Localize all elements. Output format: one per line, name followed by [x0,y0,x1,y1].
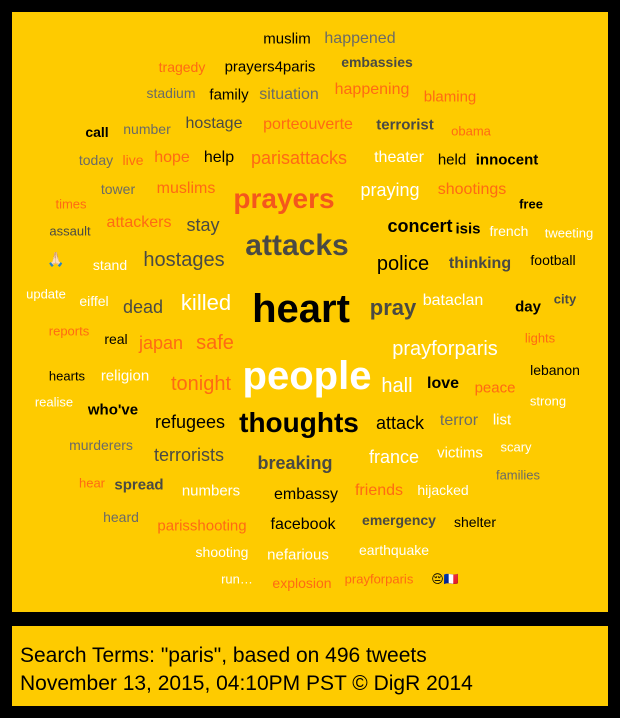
word-whove: who've [87,401,139,419]
word-tweeting: tweeting [544,225,594,241]
word-parisattacks: parisattacks [250,148,348,168]
word-killed: killed [180,290,232,315]
word-realise: realise [34,394,74,410]
word-held: held [437,151,467,169]
search-terms-line: Search Terms: "paris", based on 496 tweets [20,644,427,667]
word-safe: safe [196,332,234,354]
word-hope: hope [154,149,190,166]
word-call: call [85,124,109,140]
word-stay: stay [186,215,220,235]
word-thinking: thinking [448,255,512,272]
word-nefarious: nefarious [267,546,329,564]
footer-caption [12,626,608,706]
word-parisshooting: parisshooting [157,517,247,535]
word-dead: dead [122,297,164,317]
word-spread: spread [114,476,164,494]
word-prayers: prayers [233,183,335,214]
word-real: real [104,331,128,347]
word-hear: hear [78,475,106,491]
word-football: football [530,252,576,268]
word-muslim: muslim [263,30,311,48]
word-bataclan: bataclan [422,292,484,309]
word-city: city [553,291,577,307]
word-situation: situation [259,86,319,103]
word-people: people [242,354,372,398]
word-police: police [376,253,430,275]
word-stand: stand [92,257,128,273]
word-number: number [123,121,171,137]
word-numbers: numbers [181,482,241,500]
word-concert: concert [387,216,453,236]
word-live: live [122,152,144,168]
word-day: day [515,298,541,316]
word-refugees: refugees [154,412,226,432]
word-attackers: attackers [106,214,172,231]
date-credit-line: November 13, 2015, 04:10PM PST © DigR 2014 [20,672,473,695]
word-pray: pray [369,295,417,320]
word-run: run… [221,571,253,587]
word-innocent: innocent [475,151,539,169]
word-porteouverte: porteouverte [263,116,353,133]
word-family: family [209,86,249,104]
word-tragedy: tragedy [158,59,206,75]
word-france: france [368,447,420,467]
word-obama: obama [451,123,491,139]
word-blaming: blaming [423,88,477,106]
word-isis: isis [455,220,481,238]
word-cloud [12,12,608,612]
word-breaking: breaking [257,453,333,473]
word-stadium: stadium [146,85,196,101]
word-earthquake: earthquake [358,542,430,558]
word-emergency: emergency [362,512,436,528]
word-shootings: shootings [437,181,507,198]
word-free: free [519,196,543,212]
word-embassy: embassy [273,486,339,503]
word-lebanon: lebanon [530,362,580,378]
word-thoughts: thoughts [239,407,359,438]
word-terror: terror [439,412,479,429]
word-prayforparis: prayforparis [392,338,498,360]
word-facebook: facebook [270,516,336,533]
word-victims: victims [437,444,483,462]
word-terrorists: terrorists [153,445,225,465]
word-hall: hall [381,375,413,397]
word-hostage: hostage [185,115,243,132]
word-prayers4paris: prayers4paris [224,58,316,76]
word-list: list [492,411,512,429]
word-heard: heard [103,509,139,525]
word-french: french [489,223,529,239]
word-happening: happening [334,81,410,98]
word-update: update [26,286,66,302]
word-scary: scary [500,439,532,455]
word-hijacked: hijacked [417,482,469,498]
word-attacks: attacks [245,229,349,262]
word-hostages: hostages [143,249,225,271]
word-muslims: muslims [156,180,216,197]
word-help: help [203,149,235,166]
word-attack: attack [375,413,425,433]
word-eiffel: eiffel [79,293,109,309]
word-prayforparis-small: prayforparis [344,571,414,587]
word-love: love [426,375,460,392]
word-embassies: embassies [341,54,413,70]
word-murderers: murderers [69,437,133,453]
word-tonight: tonight [170,373,232,395]
word-shelter: shelter [453,514,497,530]
word-tower: tower [100,181,136,197]
word-praying: praying [360,180,420,200]
word-lights: lights [524,330,556,346]
word-heart: heart [252,287,350,331]
word-reports: reports [48,323,90,339]
word-strong: strong [529,393,567,409]
word-shooting: shooting [195,544,249,560]
word-explosion: explosion [272,575,332,591]
word-happened: happened [324,30,396,47]
word-theater: theater [374,149,424,166]
word-peace: peace [474,379,516,397]
emoji-sad-flag: 😔🇫🇷 [431,572,459,586]
word-terrorist: terrorist [376,116,434,134]
word-assault: assault [49,223,91,239]
word-japan: japan [138,333,184,353]
word-religion: religion [100,367,150,385]
word-today: today [78,152,114,168]
word-friends: friends [354,482,404,499]
word-times: times [55,196,87,212]
emoji-pray-flag: 🙏🏻 [47,251,65,267]
word-families: families [495,467,541,483]
word-hearts: hearts [48,368,86,384]
